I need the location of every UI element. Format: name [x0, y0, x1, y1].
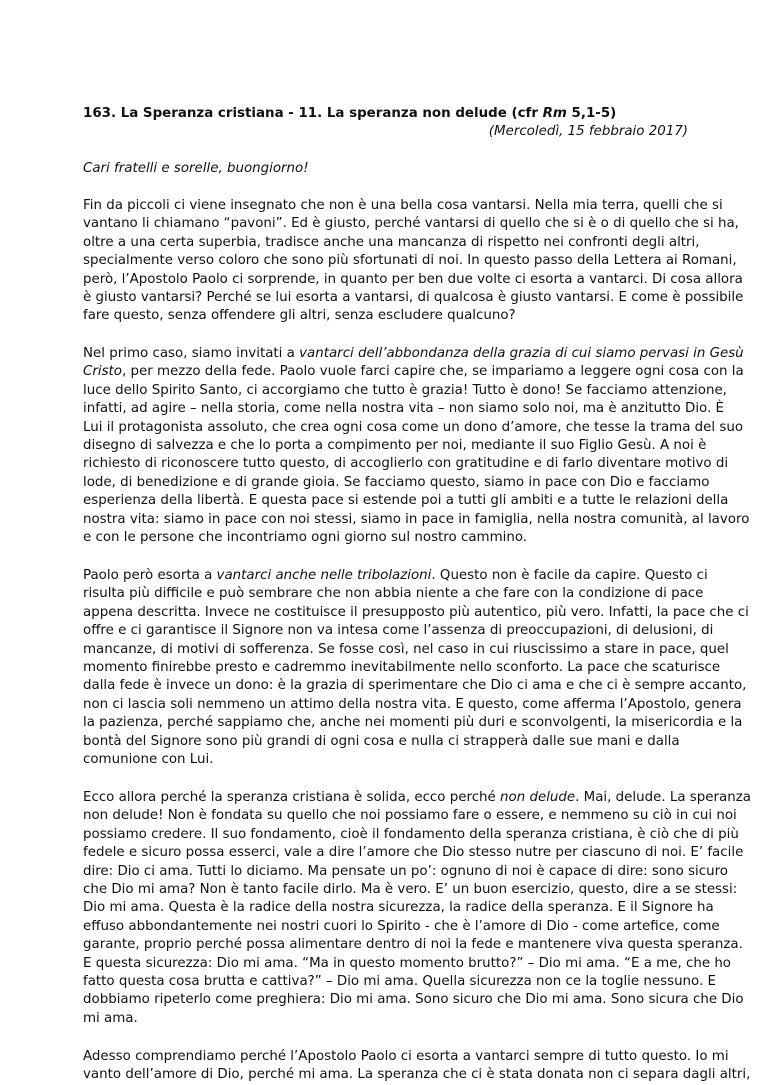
text-line [83, 345, 744, 363]
text-line: vantano li chiamano “pavoni”. Ed è giusto, perché vantarsi di quello che si è o di quello che si ha, [83, 216, 739, 232]
text-line: garante, proprio perché possa alimentare dentro di noi la fede e mantenere viva questa speranza. [83, 937, 743, 953]
text-line: non ci lascia soli nemmeno un attimo della nostra vita. E questo, come afferma l’Apostolo, genera [83, 696, 742, 712]
paragraph-3 [83, 567, 749, 769]
text-line: esperienza della libertà. E questa pace si estende poi a tutti gli ambiti e a tutte le relazioni della [83, 493, 729, 509]
emphasis-text: non delude [500, 790, 576, 805]
title-ref: Rm [542, 106, 567, 121]
paragraph-1 [83, 197, 744, 326]
text-line: la pazienza, perché sappiamo che, anche nei momenti più duri e sconvolgenti, la misericordia e la [83, 715, 743, 731]
text-run: , per mezzo della fede. Paolo vuole farci capire che, se impariamo a leggere ogni cosa con la [122, 364, 744, 380]
text-line: dalla fede è invece un dono: è la grazia di sperimentare che Dio ci ama e che ci è sempre accanto, [83, 678, 747, 694]
text-run: Nel primo caso, siamo invitati a [83, 346, 300, 361]
emphasis-text: vantarci dell’abbondanza della grazia di cui siamo pervasi in Gesù [299, 346, 744, 361]
text-line: fedele e sicuro possa esserci, vale a dire l’amore che Dio stesso nutre per ciascuno di noi. E’ facile [83, 845, 744, 861]
text-line: mi ama. [83, 1010, 138, 1026]
text-run: . Questo non è facile da capire. Questo ci [431, 568, 708, 583]
text-line: lode, di benedizione e di grande gioia. Se facciamo questo, siamo in pace con Dio e facciamo [83, 474, 710, 490]
text-run: . Mai, delude. La speranza [575, 790, 751, 805]
text-line [83, 567, 708, 585]
text-line: momento finirebbe presto e cadremmo inevitabilmente nello sconforto. La pace che scaturisce [83, 660, 721, 676]
text-line: possiamo credere. Il suo fondamento, cioè il fondamento della speranza cristiana, è ciò che di più [83, 826, 739, 842]
text-line: effuso abbondantemente nei nostri cuori lo Spirito - che è l’amore di Dio - come artefice, come [83, 918, 720, 934]
text-line: fare questo, senza offendere gli altri, senza escludere qualcuno? [83, 308, 516, 324]
text-line: non delude! Non è fondata su quello che noi possiamo fare o essere, e nemmeno su ciò in cui noi [83, 808, 737, 824]
greeting: Cari fratelli e sorelle, buongiorno! [83, 161, 309, 176]
text-line: vanto dell’amore di Dio, perché mi ama. La speranza che ci è stata donata non ci separa dagli altri, [83, 1067, 751, 1083]
text-line: dire: Dio ci ama. Tutti lo diciamo. Ma pensate un po’: ognuno di noi è capace di dire: sono sicuro [83, 863, 728, 879]
emphasis-text: vantarci anche nelle tribolazioni [216, 568, 432, 583]
document-title [83, 105, 616, 123]
text-line: è giusto vantarsi? Perché se lui esorta a vantarsi, di qualcosa è giusto vantarsi. E come è possibile [83, 290, 744, 306]
title-prefix: 163. La Speranza cristiana - 11. La speranza non delude (cfr [83, 106, 543, 121]
text-line: che Dio mi ama? Non è tanto facile dirlo. Ma è vero. E’ un buon esercizio, questo, dire a se stessi: [83, 882, 738, 898]
paragraph-2 [83, 345, 750, 547]
text-line: dobbiamo ripeterlo come preghiera: Dio mi ama. Sono sicuro che Dio mi ama. Sono sicura che Dio [83, 992, 744, 1008]
text-line: Lui il protagonista assoluto, che crea ogni cosa come un dono d’amore, che tesse la trama del suo [83, 419, 744, 435]
paragraph-4 [83, 789, 751, 1028]
emphasis-text: Cristo [83, 364, 122, 380]
text-line: specialmente verso coloro che sono più sfortunati di noi. In questo passo della Lettera ai Romani, [83, 253, 737, 269]
text-line: luce dello Spirito Santo, ci accorgiamo che tutto è grazia! Tutto è dono! Se facciamo attenzione, [83, 382, 727, 398]
text-line: risulta più difficile e può sembrare che non abbia niente a che fare con la condizione di pace [83, 586, 704, 602]
text-line: e con le persone che incontriamo ogni giorno sul nostro cammino. [83, 530, 528, 546]
text-line: bontà del Signore sono più grandi di ogni cosa e nulla ci strapperà dalle sue mani e dalla [83, 733, 680, 749]
text-line: Dio mi ama. Questa è la radice della nostra sicurezza, la radice della speranza. E il Signore ha [83, 900, 714, 916]
text-line: offre e ci garantisce il Signore non va intesa come l’assenza di preoccupazioni, di delusioni, di [83, 623, 714, 639]
text-line: nostra vita: siamo in pace con noi stessi, siamo in pace in famiglia, nella nostra comunità, al lavoro [83, 511, 750, 527]
text-line: Fin da piccoli ci viene insegnato che non è una bella cosa vantarsi. Nella mia terra, quelli che si [83, 198, 723, 213]
text-line: appena descritta. Invece ne costituisce il presupposto più autentico, più vero. Infatti, la pace che ci [83, 604, 749, 620]
paragraph-5 [83, 1048, 751, 1085]
text-line: fatto questa cosa brutta e cattiva?” – Dio mi ama. Quella sicurezza non ce la toglie nessuno. E [83, 974, 716, 990]
text-run: Ecco allora perché la speranza cristiana è solida, ecco perché [83, 790, 501, 805]
text-line: disegno di salvezza e che lo porta a compimento per noi, mediante il suo Figlio Gesù. A noi è [83, 438, 707, 454]
document-date: (Mercoledì, 15 febbraio 2017) [488, 124, 688, 139]
text-line: E questa sicurezza: Dio mi ama. “Ma in questo momento brutto?” – Dio mi ama. “E a me, che ho [83, 955, 731, 971]
text-line [83, 789, 751, 807]
text-line: oltre a una certa superbia, tradisce anche una mancanza di rispetto nei confronti degli altri, [83, 234, 700, 250]
text-run: Paolo però esorta a [83, 568, 217, 583]
text-line: però, l’Apostolo Paolo ci sorprende, in quanto per ben due volte ci esorta a vantarci. Di cosa allora [83, 271, 743, 287]
text-line: infatti, ad agire – nella storia, come nella nostra vita – non siamo solo noi, ma è anzitutto Dio. È [83, 401, 724, 417]
text-line: richiesto di riconoscere tutto questo, di accoglierlo con gratitudine e di farlo diventare motivo di [83, 456, 729, 472]
text-line: comunione con Lui. [83, 752, 214, 768]
title-suffix: 5,1-5) [566, 106, 617, 121]
text-line [83, 363, 744, 381]
text-line: Adesso comprendiamo perché l’Apostolo Paolo ci esorta a vantarci sempre di tutto questo. Io mi [83, 1049, 729, 1064]
text-line: mancanze, di motivi di sofferenza. Se fosse così, nel caso in cui riuscissimo a stare in pace, quel [83, 641, 729, 657]
